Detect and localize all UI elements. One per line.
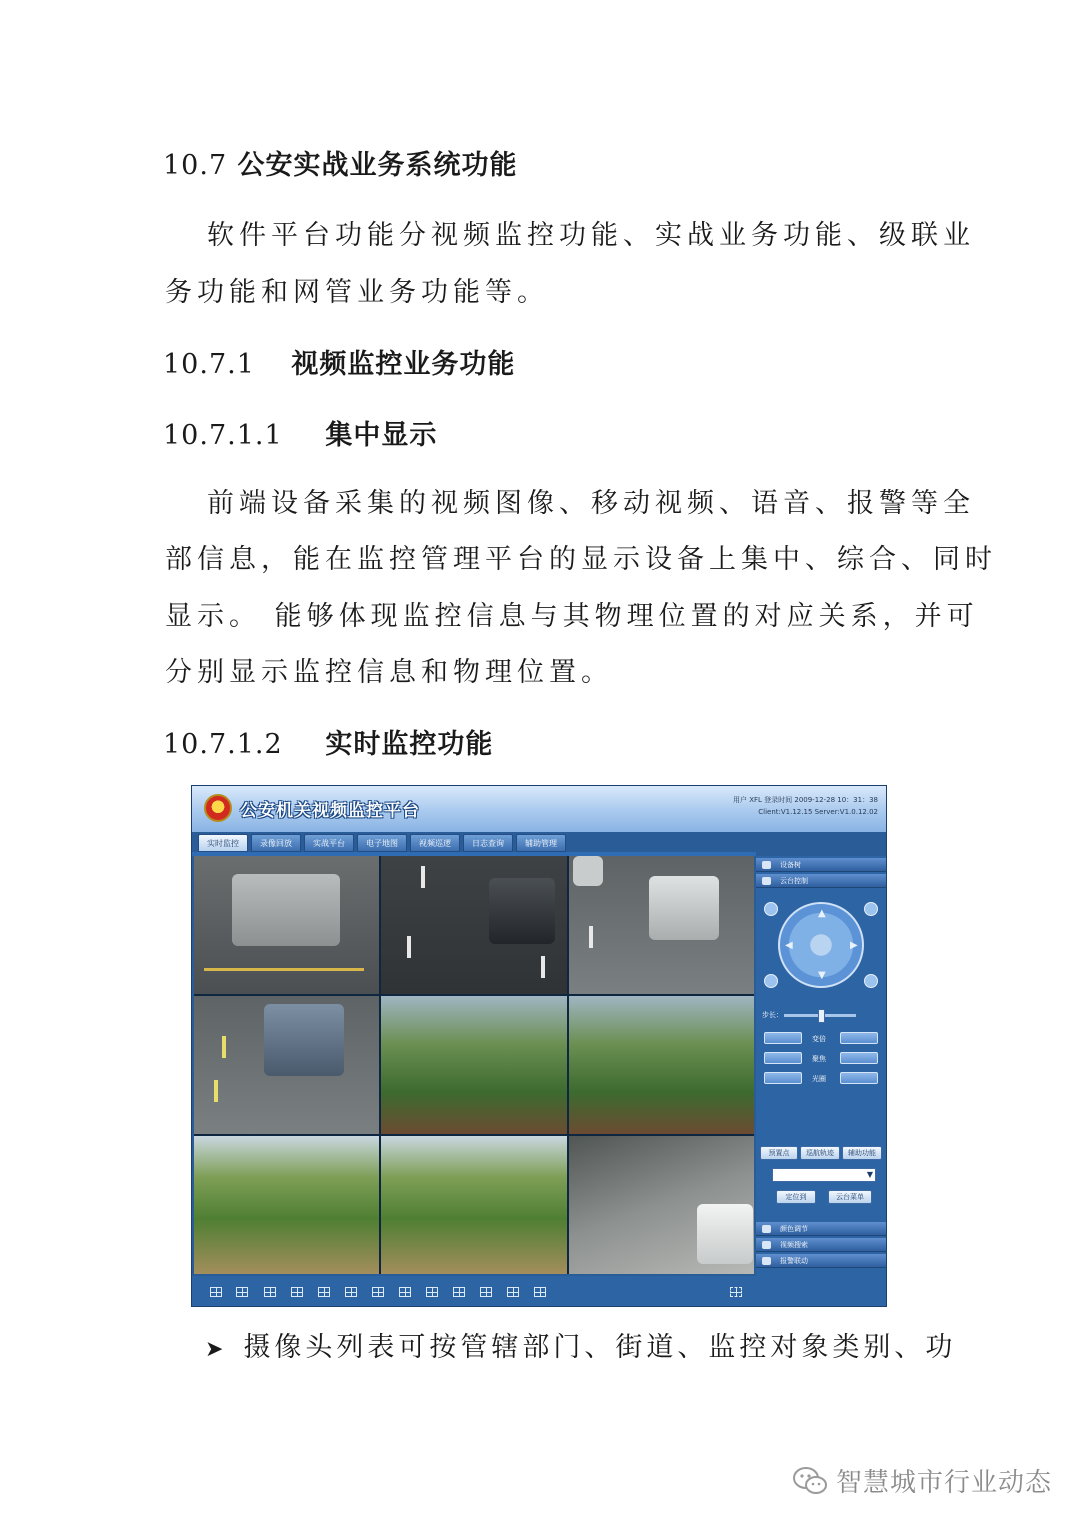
layout-25-icon[interactable] <box>507 1287 519 1297</box>
heading-title: 视频监控业务功能 <box>291 349 516 380</box>
layout-9-icon[interactable] <box>372 1287 384 1297</box>
ptz-direction-pad[interactable] <box>778 902 864 988</box>
video-feed[interactable] <box>194 1136 379 1274</box>
zoom-out-button[interactable] <box>864 902 878 916</box>
paragraph-line: 部信息，能在监控管理平台的显示设备上集中、综合、同时 <box>165 544 997 575</box>
video-grid <box>194 856 754 1274</box>
paragraph-line: 显示。 能够体现监控信息与其物理位置的对应关系，并可 <box>165 601 979 632</box>
layout-6-icon[interactable] <box>318 1287 330 1297</box>
paragraph-line: 务功能和网管业务功能等。 <box>165 277 549 308</box>
section-label: 云台控制 <box>780 877 808 885</box>
focus-minus-button[interactable] <box>840 1052 878 1064</box>
control-panel <box>756 856 886 1306</box>
bullet-text: 摄像头列表可按管辖部门、街道、监控对象类别、功 <box>243 1332 957 1363</box>
layout-all-icon[interactable] <box>210 1287 222 1297</box>
preset-select[interactable] <box>772 1168 876 1182</box>
right-arrow-icon[interactable]: ▶ <box>850 940 858 951</box>
palette-icon <box>762 1225 771 1233</box>
down-arrow-icon[interactable]: ▼ <box>818 970 826 981</box>
paragraph-line: 分别显示监控信息和物理位置。 <box>165 657 613 688</box>
layout-16-icon[interactable] <box>236 1287 248 1297</box>
section-label: 设备树 <box>780 861 801 869</box>
paragraph-line: 前端设备采集的视频图像、移动视频、语音、报警等全 <box>207 488 975 519</box>
heading-10-7-1-2 <box>163 722 493 761</box>
ptz-icon <box>762 877 771 885</box>
tab-admin[interactable]: 辅助管理 <box>516 834 566 852</box>
heading-title: 实时监控功能 <box>325 729 494 760</box>
video-feed[interactable] <box>569 996 754 1134</box>
control-row-label: 光圈 <box>812 1075 826 1083</box>
section-label: 视频搜索 <box>780 1241 808 1249</box>
rotate-left-button[interactable] <box>764 974 778 988</box>
section-alarm-link[interactable] <box>756 1254 886 1268</box>
control-row-label: 变倍 <box>812 1035 826 1043</box>
section-device-tree[interactable] <box>756 858 886 872</box>
tab-platform[interactable]: 实战平台 <box>304 834 354 852</box>
iris-minus-button[interactable] <box>840 1072 878 1084</box>
video-feed[interactable] <box>569 856 754 994</box>
zoom-minus-button[interactable] <box>840 1032 878 1044</box>
fullscreen-icon[interactable] <box>730 1287 742 1297</box>
heading-title: 集中显示 <box>325 420 438 451</box>
section-video-search[interactable] <box>756 1238 886 1252</box>
layout-10-icon[interactable] <box>399 1287 411 1297</box>
section-ptz-control[interactable] <box>756 874 886 888</box>
heading-number: 10.7.1.2 <box>163 729 283 760</box>
cruise-tab[interactable]: 巡航轨迹 <box>800 1146 840 1160</box>
alarm-icon <box>762 1257 771 1265</box>
layout-36-icon[interactable] <box>534 1287 546 1297</box>
goto-button[interactable]: 定位到 <box>776 1190 816 1204</box>
tab-patrol[interactable]: 视频巡逻 <box>410 834 460 852</box>
layout-8-icon[interactable] <box>345 1287 357 1297</box>
layout-16b-icon[interactable] <box>453 1287 465 1297</box>
camera-icon <box>762 861 771 869</box>
platform-screenshot <box>191 785 887 1307</box>
aux-tab[interactable]: 辅助功能 <box>842 1146 882 1160</box>
platform-header <box>192 786 886 832</box>
layout-4-icon[interactable] <box>291 1287 303 1297</box>
rotate-right-button[interactable] <box>864 974 878 988</box>
heading-10-7-1-1 <box>163 413 437 452</box>
paragraph-line: 软件平台功能分视频监控功能、实战业务功能、级联业 <box>207 220 975 251</box>
tab-map[interactable]: 电子地图 <box>357 834 407 852</box>
heading-title: 公安实战业务系统功能 <box>237 150 518 181</box>
watermark <box>792 1462 1052 1499</box>
wechat-icon <box>792 1466 828 1496</box>
session-info <box>733 794 878 818</box>
heading-number: 10.7 <box>163 150 228 181</box>
tab-playback[interactable]: 录像回放 <box>251 834 301 852</box>
video-feed[interactable] <box>569 1136 754 1274</box>
focus-plus-button[interactable] <box>764 1052 802 1064</box>
heading-number: 10.7.1 <box>163 349 255 380</box>
video-feed[interactable] <box>381 996 566 1134</box>
heading-10-7-1 <box>163 342 515 381</box>
section-label: 报警联动 <box>780 1257 808 1265</box>
platform-title: 公安机关视频监控平台 <box>240 801 420 821</box>
heading-number: 10.7.1.1 <box>163 420 283 451</box>
iris-plus-button[interactable] <box>764 1072 802 1084</box>
watermark-text: 智慧城市行业动态 <box>836 1468 1053 1498</box>
ptz-menu-button[interactable]: 云台菜单 <box>828 1190 872 1204</box>
layout-20-icon[interactable] <box>480 1287 492 1297</box>
tab-realtime[interactable]: 实时监控 <box>198 834 248 852</box>
bullet-arrow-icon: ➤ <box>205 1337 228 1362</box>
video-feed[interactable] <box>194 996 379 1134</box>
zoom-plus-button[interactable] <box>764 1032 802 1044</box>
version-info: Client:V1.12.15 Server:V1.0.12.02 <box>758 808 878 816</box>
preset-tab[interactable]: 预置点 <box>760 1146 798 1160</box>
control-row-label: 聚焦 <box>812 1055 826 1063</box>
layout-toolbar <box>192 1276 756 1307</box>
heading-10-7 <box>163 143 518 182</box>
search-icon <box>762 1241 771 1249</box>
video-feed[interactable] <box>381 1136 566 1274</box>
main-tabs <box>198 834 566 852</box>
left-arrow-icon[interactable]: ◀ <box>785 940 793 951</box>
up-arrow-icon[interactable]: ▲ <box>818 908 826 919</box>
police-emblem-icon <box>204 794 232 822</box>
step-slider[interactable] <box>784 1014 856 1017</box>
video-feed[interactable] <box>381 856 566 994</box>
bullet-item <box>205 1325 956 1364</box>
zoom-in-button[interactable] <box>764 902 778 916</box>
step-label: 步长： <box>762 1011 783 1019</box>
layout-1-icon[interactable] <box>264 1287 276 1297</box>
section-label: 颜色调节 <box>780 1225 808 1233</box>
video-feed[interactable] <box>194 856 379 994</box>
tab-log[interactable]: 日志查询 <box>463 834 513 852</box>
section-color-adjust[interactable] <box>756 1222 886 1236</box>
layout-13-icon[interactable] <box>426 1287 438 1297</box>
user-login-info: 用户 XFL 登录时间 2009-12-28 10：31：38 <box>732 796 878 804</box>
